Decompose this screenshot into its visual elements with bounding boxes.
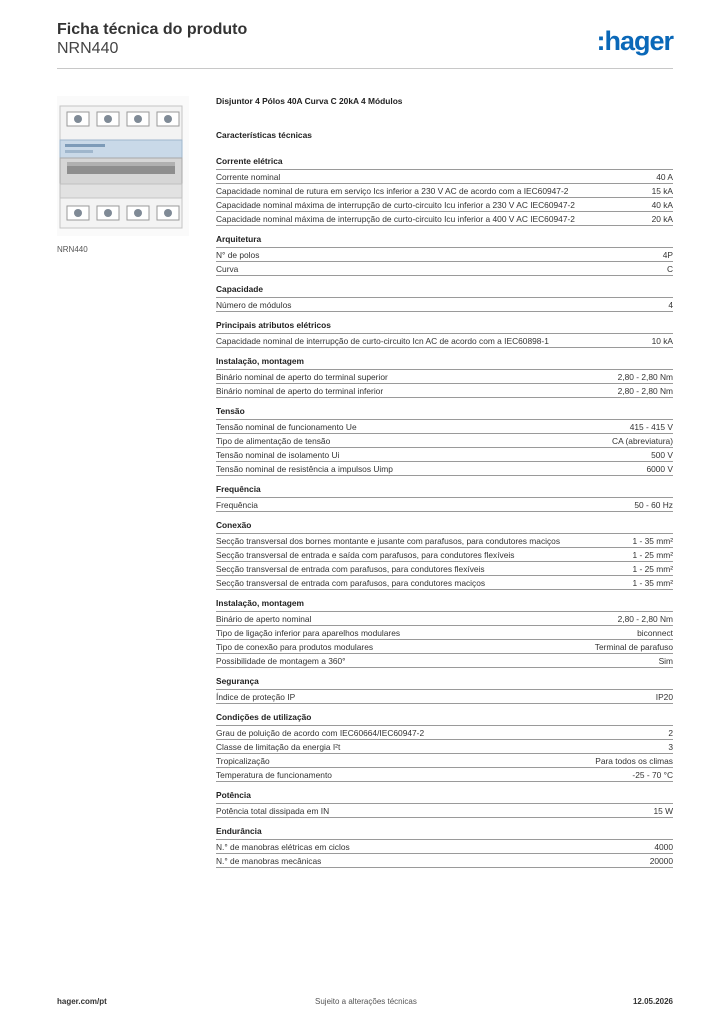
spec-value: 15 kA [651, 186, 673, 196]
section-title: Instalação, montagem [216, 598, 673, 612]
spec-section [216, 676, 673, 704]
footer-note: Sujeito a alterações técnicas [315, 997, 417, 1006]
spec-value: Terminal de parafuso [594, 642, 673, 652]
spec-row [216, 170, 673, 184]
spec-label: Temperatura de funcionamento [216, 770, 332, 780]
spec-row [216, 384, 673, 398]
section-title: Corrente elétrica [216, 156, 673, 170]
spec-label: Tipo de conexão para produtos modulares [216, 642, 374, 652]
spec-label: Tensão nominal de resistência a impulsos Uimp [216, 464, 393, 474]
spec-label: Corrente nominal [216, 172, 281, 182]
spec-value: -25 - 70 °C [632, 770, 673, 780]
spec-section [216, 234, 673, 276]
spec-value: 2,80 - 2,80 Nm [617, 614, 673, 624]
section-title: Principais atributos elétricos [216, 320, 673, 334]
spec-value: 4P [662, 250, 673, 260]
spec-label: Frequência [216, 500, 258, 510]
spec-label: Tropicalização [216, 756, 270, 766]
spec-section [216, 406, 673, 476]
spec-row [216, 726, 673, 740]
spec-label: Tipo de alimentação de tensão [216, 436, 331, 446]
spec-value: 500 V [651, 450, 673, 460]
section-title: Arquitetura [216, 234, 673, 248]
section-title: Endurância [216, 826, 673, 840]
spec-value: 415 - 415 V [629, 422, 673, 432]
spec-value: CA (abreviatura) [612, 436, 673, 446]
spec-row [216, 198, 673, 212]
spec-content [216, 95, 673, 876]
spec-row [216, 640, 673, 654]
spec-value: 50 - 60 Hz [634, 500, 673, 510]
footer-date: 12.05.2026 [632, 997, 673, 1006]
spec-value: 2,80 - 2,80 Nm [617, 372, 673, 382]
spec-value: 3 [668, 742, 673, 752]
spec-value: 2 [668, 728, 673, 738]
spec-label: Binário nominal de aperto do terminal superior [216, 372, 388, 382]
spec-row [216, 804, 673, 818]
spec-value: 4000 [654, 842, 673, 852]
spec-row [216, 854, 673, 868]
spec-row [216, 612, 673, 626]
spec-row [216, 690, 673, 704]
spec-label: Índice de proteção IP [216, 692, 296, 702]
section-title: Tensão [216, 406, 673, 420]
spec-value: 2,80 - 2,80 Nm [617, 386, 673, 396]
spec-label: Tensão nominal de funcionamento Ue [216, 422, 357, 432]
spec-value: 20000 [649, 856, 673, 866]
section-title: Segurança [216, 676, 673, 690]
spec-value: 6000 V [646, 464, 673, 474]
spec-label: Grau de poluição de acordo com IEC60664/IEC60947-2 [216, 728, 425, 738]
spec-row [216, 754, 673, 768]
spec-row [216, 462, 673, 476]
spec-label: N.° de manobras elétricas em ciclos [216, 842, 350, 852]
product-image [57, 96, 189, 236]
spec-label: Secção transversal de entrada e saída com parafusos, para condutores flexíveis [216, 550, 515, 560]
product-name: Disjuntor 4 Pólos 40A Curva C 20kA 4 Módulos [216, 96, 403, 106]
spec-value: 40 kA [651, 200, 673, 210]
spec-row [216, 840, 673, 854]
spec-section [216, 156, 673, 226]
spec-row [216, 248, 673, 262]
spec-value: Para todos os climas [595, 756, 673, 766]
section-title: Potência [216, 790, 673, 804]
spec-label: Secção transversal dos bornes montante e jusante com parafusos, para condutores maciços [216, 536, 561, 546]
spec-label: Secção transversal de entrada com parafusos, para condutores flexíveis [216, 564, 485, 574]
spec-row [216, 534, 673, 548]
spec-section [216, 598, 673, 668]
product-code: NRN440 [57, 40, 119, 57]
spec-label: Capacidade nominal máxima de interrupção de curto-circuito Icu inferior a 230 V AC IEC60947-2 [216, 200, 575, 210]
spec-label: Capacidade nominal de rutura em serviço Ics inferior a 230 V AC de acordo com a IEC60947-2 [216, 186, 569, 196]
spec-label: Possibilidade de montagem a 360° [216, 656, 346, 666]
spec-row [216, 184, 673, 198]
spec-section [216, 520, 673, 590]
spec-value: Sim [658, 656, 673, 666]
spec-row [216, 448, 673, 462]
spec-label: Binário de aperto nominal [216, 614, 312, 624]
spec-row [216, 562, 673, 576]
spec-sections [216, 156, 673, 868]
spec-value: 4 [668, 300, 673, 310]
section-title: Conexão [216, 520, 673, 534]
spec-label: Secção transversal de entrada com parafusos, para condutores maciços [216, 578, 486, 588]
footer-website[interactable]: hager.com/pt [57, 997, 107, 1006]
spec-row [216, 654, 673, 668]
spec-section [216, 484, 673, 512]
section-title: Capacidade [216, 284, 673, 298]
spec-row [216, 298, 673, 312]
spec-row [216, 262, 673, 276]
spec-value: 40 A [656, 172, 673, 182]
spec-row [216, 334, 673, 348]
spec-row [216, 434, 673, 448]
spec-row [216, 740, 673, 754]
spec-row [216, 498, 673, 512]
spec-value: C [666, 264, 673, 274]
spec-value: 15 W [653, 806, 673, 816]
spec-value: 1 - 35 mm² [632, 578, 673, 588]
spec-row [216, 626, 673, 640]
spec-label: Tensão nominal de isolamento Ui [216, 450, 340, 460]
spec-value: IP20 [655, 692, 673, 702]
spec-label: Tipo de ligação inferior para aparelhos modulares [216, 628, 401, 638]
spec-label: Capacidade nominal de interrupção de curto-circuito Icn AC de acordo com a IEC60898-1 [216, 336, 549, 346]
characteristics-title: Características técnicas [216, 130, 312, 140]
spec-label: Capacidade nominal máxima de interrupção de curto-circuito Icu inferior a 400 V AC IEC60947-2 [216, 214, 575, 224]
spec-label: Curva [216, 264, 239, 274]
spec-section [216, 284, 673, 312]
spec-value: 1 - 35 mm² [632, 536, 673, 546]
spec-row [216, 576, 673, 590]
spec-label: Número de módulos [216, 300, 292, 310]
spec-section [216, 826, 673, 868]
spec-row [216, 420, 673, 434]
hager-logo: :hager [596, 26, 673, 56]
spec-label: N° de polos [216, 250, 260, 260]
header-divider [57, 68, 673, 69]
spec-section [216, 356, 673, 398]
spec-label: Binário nominal de aperto do terminal inferior [216, 386, 384, 396]
spec-row [216, 212, 673, 226]
page-header [57, 20, 673, 58]
section-title: Frequência [216, 484, 673, 498]
spec-section [216, 790, 673, 818]
spec-value: 20 kA [651, 214, 673, 224]
spec-value: 10 kA [651, 336, 673, 346]
spec-label: Potência total dissipada em IN [216, 806, 330, 816]
spec-row [216, 768, 673, 782]
section-title: Instalação, montagem [216, 356, 673, 370]
image-caption: NRN440 [57, 245, 88, 254]
spec-label: Classe de limitação da energia I²t [216, 742, 341, 752]
spec-section [216, 712, 673, 782]
spec-value: 1 - 25 mm² [632, 550, 673, 560]
section-title: Condições de utilização [216, 712, 673, 726]
spec-label: N.° de manobras mecânicas [216, 856, 322, 866]
spec-row [216, 370, 673, 384]
spec-row [216, 548, 673, 562]
spec-value: biconnect [637, 628, 673, 638]
spec-section [216, 320, 673, 348]
spec-value: 1 - 25 mm² [632, 564, 673, 574]
page-title: Ficha técnica do produto [57, 21, 248, 38]
